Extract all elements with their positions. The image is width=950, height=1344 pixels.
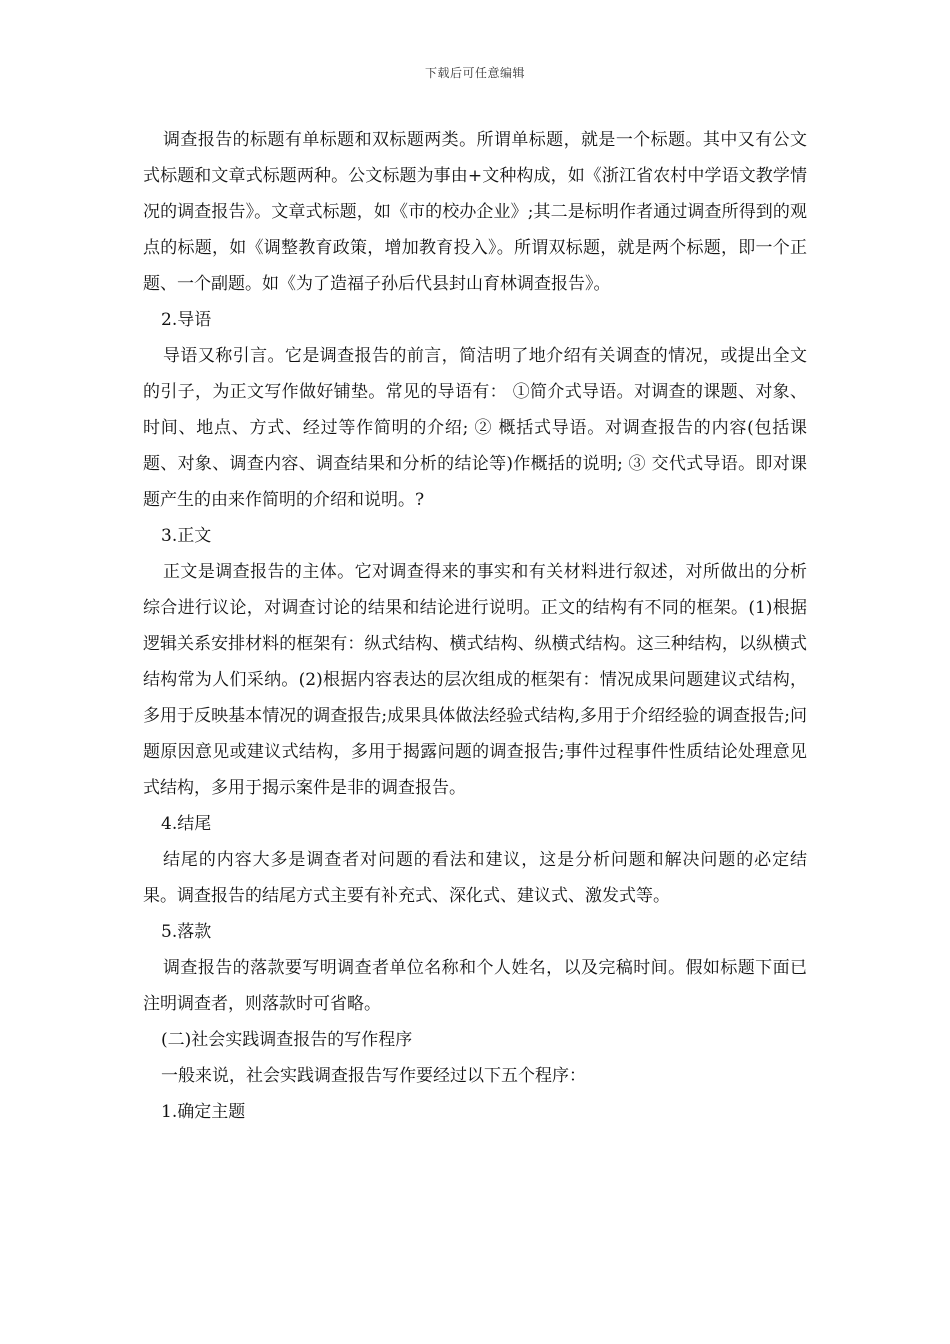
paragraph-title-types: 调查报告的标题有单标题和双标题两类。所谓单标题，就是一个标题。其中又有公文式标题和文章式标题两种。公文标题为事由+文种构成，如《浙江省农村中学语文教学情况的调查报告》。文章式标题，如《市的校办企业》;其二是标明作者通过调查所得到的观点的标题，如《调整教育政策，增加教育投入》。所谓双标题，就是两个标题，即一个正题、一个副题。如《为了造福子孙后代县封山育林调查报告》。	[143, 130, 807, 294]
paragraph-ending: 结尾的内容大多是调查者对问题的看法和建议，这是分析问题和解决问题的必定结果。调查报告的结尾方式主要有补充式、深化式、建议式、激发式等。	[143, 850, 807, 906]
paragraph-lead: 导语又称引言。它是调查报告的前言，简洁明了地介绍有关调查的情况，或提出全文的引子，为正文写作做好铺垫。常见的导语有： ①简介式导语。对调查的课题、对象、时间、地点、方式、经过等作简明的介绍; ② 概括式导语。对调查报告的内容(包括课题、对象、调查内容、调查结果和分析的结论等)作概括的说明; ③ 交代式导语。即对课题产生的由来作简明的介绍和说明。?	[143, 346, 807, 510]
page-header: 下载后可任意编辑	[424, 66, 525, 80]
paragraph-body: 正文是调查报告的主体。它对调查得来的事实和有关材料进行叙述，对所做出的分析综合进行议论，对调查讨论的结果和结论进行说明。正文的结构有不同的框架。(1)根据逻辑关系安排材料的框架有：纵式结构、横式结构、纵横式结构。这三种结构，以纵横式结构常为人们采纳。(2)根据内容表达的层次组成的框架有：情况成果问题建议式结构，多用于反映基本情况的调查报告;成果具体做法经验式结构,多用于介绍经验的调查报告;问题原因意见或建议式结构，多用于揭露问题的调查报告;事件过程事件性质结论处理意见式结构，多用于揭示案件是非的调查报告。	[143, 562, 807, 798]
paragraph-procedure-intro: 一般来说，社会实践调查报告写作要经过以下五个程序：	[161, 1066, 586, 1086]
heading-lead: 2.导语	[161, 310, 212, 330]
document-body	[143, 122, 807, 1130]
heading-body: 3.正文	[161, 526, 212, 546]
heading-ending: 4.结尾	[161, 814, 212, 834]
heading-determine-topic: 1.确定主题	[161, 1102, 246, 1122]
heading-procedure: (二)社会实践调查报告的写作程序	[161, 1030, 413, 1050]
paragraph-signature: 调查报告的落款要写明调查者单位名称和个人姓名，以及完稿时间。假如标题下面已注明调查者，则落款时可省略。	[143, 958, 807, 1014]
heading-signature: 5.落款	[161, 922, 212, 942]
